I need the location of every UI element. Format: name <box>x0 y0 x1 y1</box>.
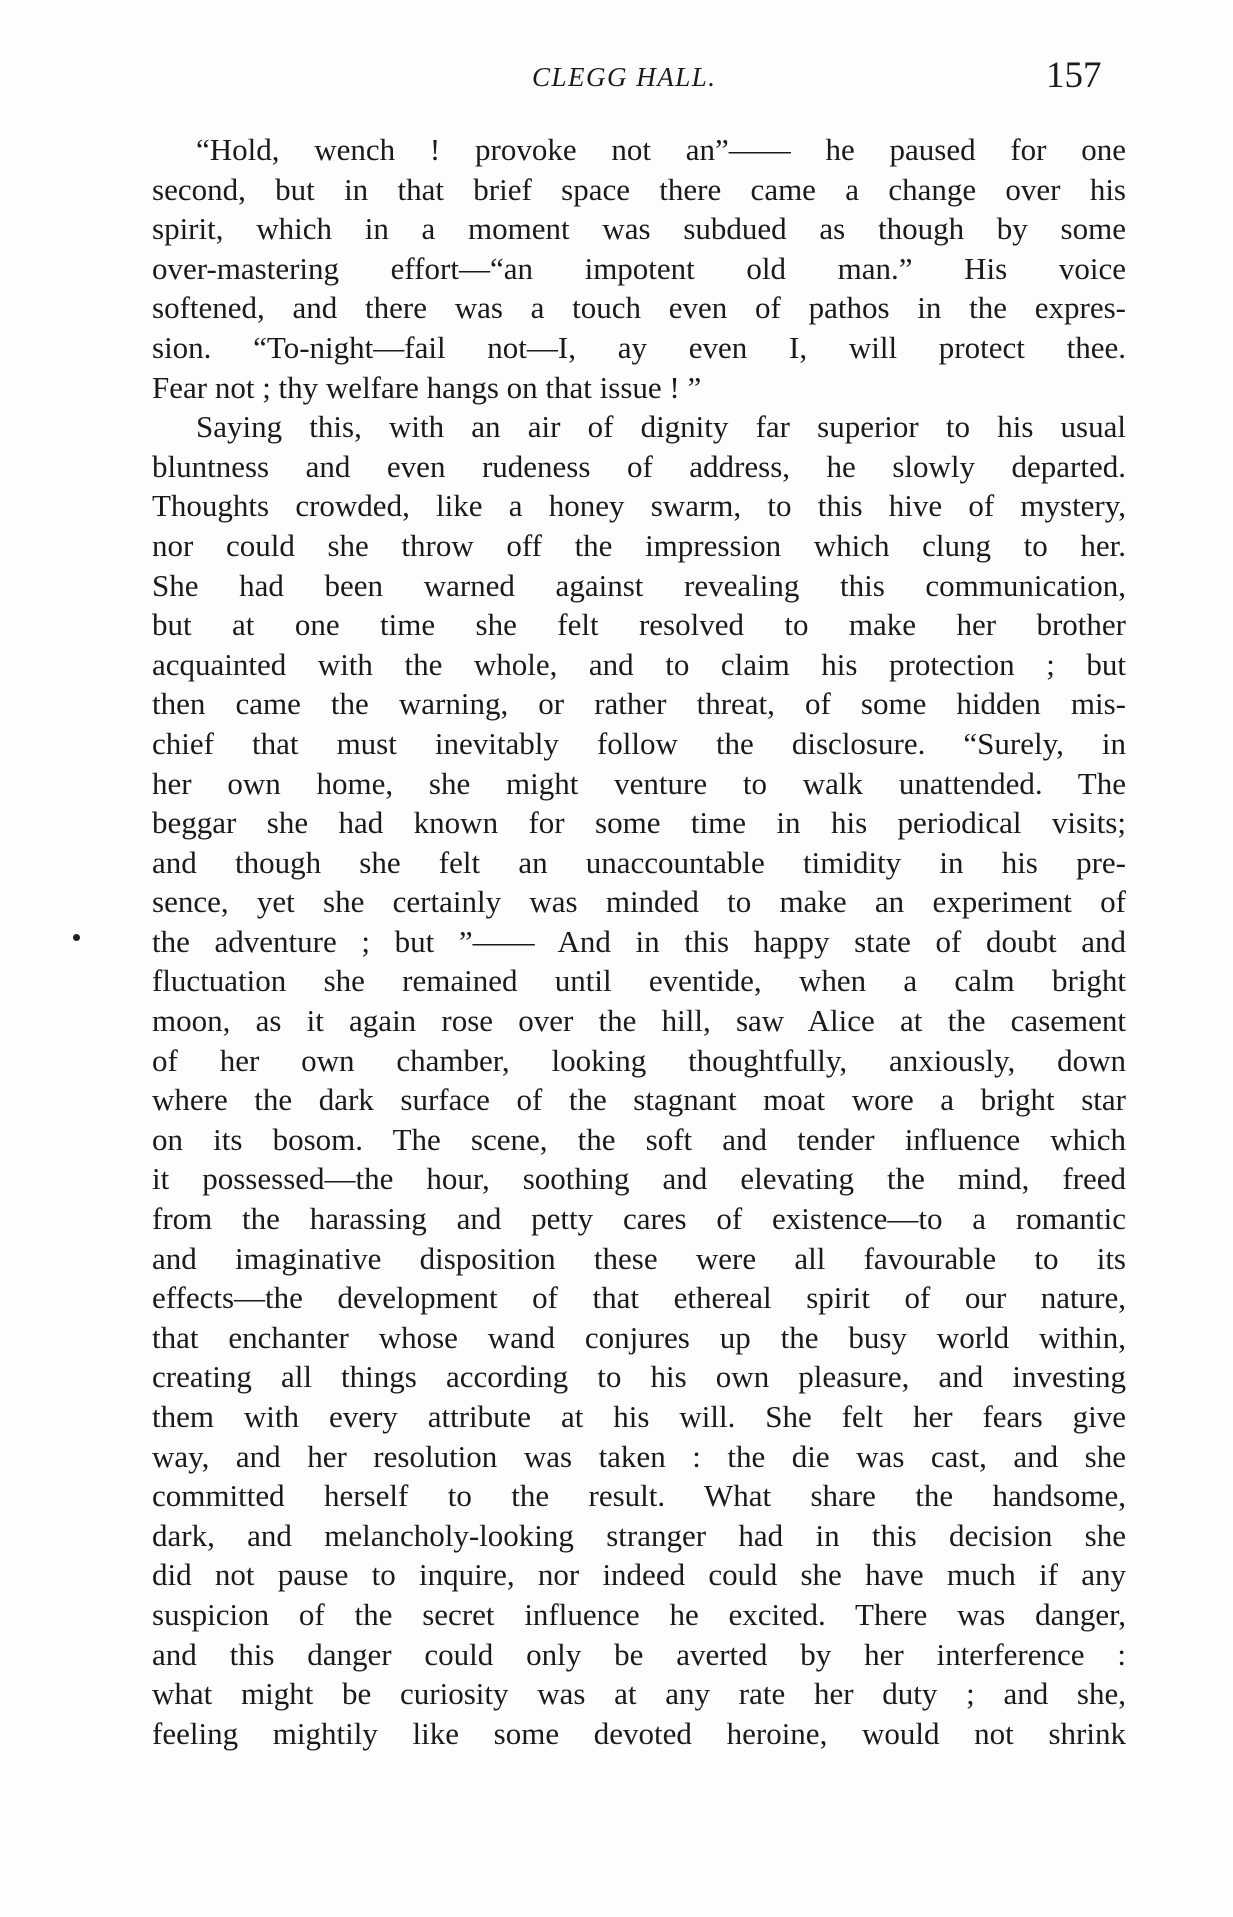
text-line: spirit, which in a moment was subdued as though by some <box>152 211 1126 247</box>
text-line: committed herself to the result. What share the handsome, <box>152 1478 1126 1514</box>
margin-mark <box>73 934 80 941</box>
text-line: that enchanter whose wand conjures up the busy world within, <box>152 1319 1126 1355</box>
text-line: what might be curiosity was at any rate her duty ; and she, <box>152 1676 1126 1712</box>
text-line: bluntness and even rudeness of address, he slowly departed. <box>152 448 1126 484</box>
text-line: “Hold, wench ! provoke not an”—— he paused for one <box>196 132 1126 167</box>
text-line: acquainted with the whole, and to claim his protection ; but <box>152 646 1126 682</box>
text-line: but at one time she felt resolved to make her brother <box>152 607 1126 643</box>
text-line: dark, and melancholy-looking stranger had in this decision she <box>152 1517 1126 1553</box>
text-line: of her own chamber, looking thoughtfully, anxiously, down <box>152 1042 1126 1078</box>
text-line: and this danger could only be averted by her interference : <box>152 1636 1126 1672</box>
text-line: softened, and there was a touch even of pathos in the expres- <box>152 290 1126 326</box>
text-line: creating all things according to his own pleasure, and investing <box>152 1359 1126 1395</box>
text-line: it possessed—the hour, soothing and elevating the mind, freed <box>152 1161 1126 1197</box>
text-line: moon, as it again rose over the hill, saw Alice at the casement <box>152 1003 1126 1039</box>
text-line: feeling mightily like some devoted heroine, would not shrink <box>152 1715 1126 1751</box>
body-text <box>152 130 1126 1753</box>
text-line: her own home, she might venture to walk unattended. The <box>152 765 1126 801</box>
text-line: where the dark surface of the stagnant moat wore a bright star <box>152 1082 1126 1118</box>
text-line: second, but in that brief space there came a change over his <box>152 171 1126 207</box>
text-line: then came the warning, or rather threat, of some hidden mis- <box>152 686 1126 722</box>
text-line: beggar she had known for some time in his periodical visits; <box>152 805 1126 841</box>
text-line: suspicion of the secret influence he excited. There was danger, <box>152 1596 1126 1632</box>
text-line: chief that must inevitably follow the disclosure. “Surely, in <box>152 725 1126 761</box>
text-line: fluctuation she remained until eventide, when a calm bright <box>152 963 1126 999</box>
text-line: and imaginative disposition these were all favourable to its <box>152 1240 1126 1276</box>
text-line: way, and her resolution was taken : the die was cast, and she <box>152 1438 1126 1474</box>
text-line: over-mastering effort—“an impotent old man.” His voice <box>152 250 1126 286</box>
text-line: Thoughts crowded, like a honey swarm, to this hive of mystery, <box>152 488 1126 524</box>
text-line: and though she felt an unaccountable timidity in his pre- <box>152 844 1126 880</box>
text-line: Fear not ; thy welfare hangs on that issue ! ” <box>152 369 702 405</box>
text-line: She had been warned against revealing this communication, <box>152 567 1126 603</box>
text-line: sion. “To-night—fail not—I, ay even I, will protect thee. <box>152 329 1126 365</box>
page-number: 157 <box>1046 55 1102 96</box>
text-line: them with every attribute at his will. She felt her fears give <box>152 1399 1126 1434</box>
text-line: on its bosom. The scene, the soft and tender influence which <box>152 1121 1126 1157</box>
text-line: the adventure ; but ”—— And in this happy state of doubt and <box>152 923 1126 959</box>
running-head: CLEGG HALL. <box>532 62 717 92</box>
text-line: sence, yet she certainly was minded to make an experiment of <box>152 884 1126 920</box>
text-line: nor could she throw off the impression which clung to her. <box>152 527 1126 563</box>
text-line: did not pause to inquire, nor indeed could she have much if any <box>152 1557 1126 1593</box>
text-line: effects—the development of that ethereal spirit of our nature, <box>152 1280 1126 1316</box>
text-line: Saying this, with an air of dignity far superior to his usual <box>196 409 1126 445</box>
text-line: from the harassing and petty cares of existence—to a romantic <box>152 1201 1126 1237</box>
